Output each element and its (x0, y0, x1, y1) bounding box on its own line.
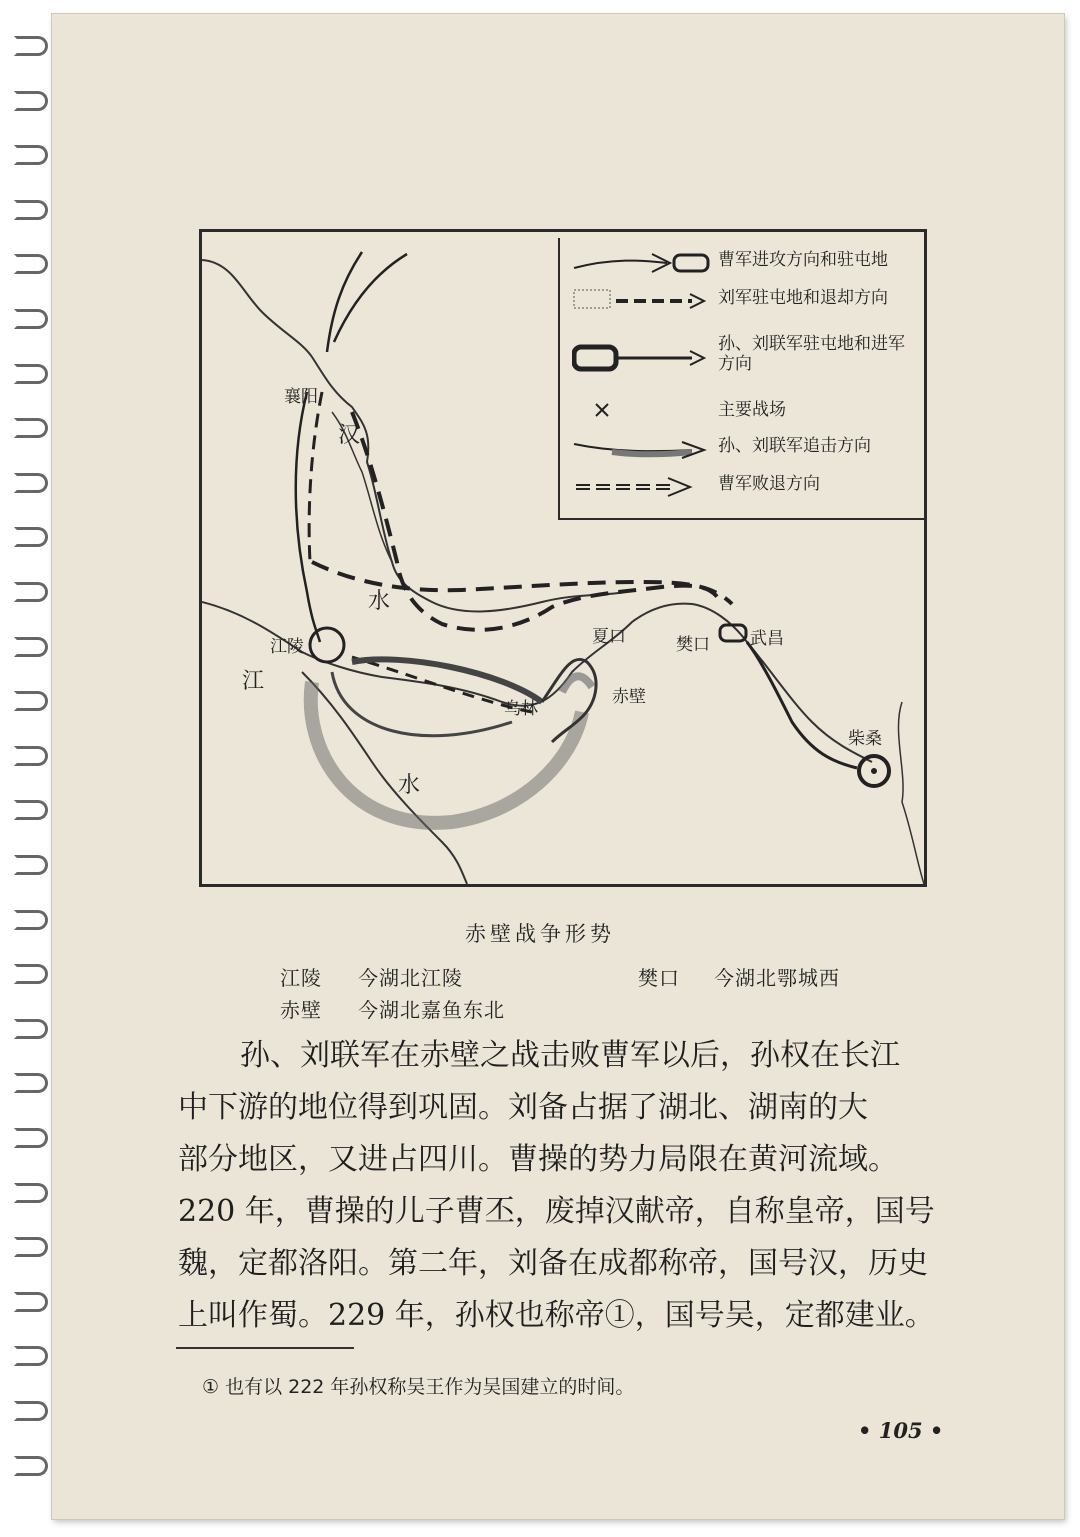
footnote: ① 也有以 222 年孙权称吴王作为吴国建立的时间。 (202, 1376, 635, 1398)
legend-item (560, 334, 926, 376)
note-desc: 今湖北鄂城西 (714, 966, 840, 990)
map-legend (558, 238, 924, 520)
legend-item (560, 284, 926, 318)
binder-ring (14, 418, 48, 438)
note-term: 樊口 (638, 966, 680, 990)
place-xiangyang: 襄阳 (284, 387, 318, 407)
legend-label: 主要战场 (718, 400, 786, 420)
binder-ring (14, 473, 48, 493)
allied-advance-path (747, 642, 857, 768)
legend-item (560, 246, 926, 280)
place-wulin: 乌林 (504, 699, 538, 719)
note-term: 赤壁 (280, 998, 322, 1022)
binder-ring (14, 309, 48, 329)
liu-station-retreat-icon (572, 286, 712, 316)
jiangling-station (310, 628, 344, 662)
allied-station-advance-icon (572, 344, 712, 374)
binder-ring (14, 746, 48, 766)
body-line: 部分地区，又进占四川。曹操的势力局限在黄河流域。 (178, 1142, 898, 1177)
liu-retreat-path-1 (309, 392, 322, 562)
binder-ring (14, 91, 48, 111)
cao-advance-arrow-south (296, 392, 320, 642)
binder-ring (14, 1292, 48, 1312)
note-desc: 今湖北嘉鱼东北 (358, 998, 505, 1022)
binder-ring (14, 1346, 48, 1366)
binder-ring (14, 1237, 48, 1257)
cao-retreat-icon (572, 472, 712, 502)
place-xiakou: 夏口 (592, 627, 626, 647)
body-line: 孙、刘联军在赤壁之战击败曹军以后，孙权在长江 (240, 1038, 900, 1073)
river-label-han: 汉 (338, 423, 361, 448)
legend-item (560, 432, 926, 466)
place-jiangling: 江陵 (270, 637, 304, 657)
allied-pursuit-arc-3 (311, 682, 582, 823)
binder-ring (14, 1128, 48, 1148)
legend-label: 孙、刘联军驻屯地和进军方向 (718, 334, 905, 374)
legend-label: 曹军进攻方向和驻屯地 (718, 250, 888, 270)
binder-ring (14, 855, 48, 875)
binder-ring (14, 1401, 48, 1421)
legend-label: 曹军败退方向 (718, 474, 820, 494)
chibi-bend (542, 659, 596, 742)
chibi-battle-area (562, 676, 592, 692)
note-term: 江陵 (280, 966, 322, 990)
footnote-divider (176, 1347, 354, 1349)
binder-ring (14, 582, 48, 602)
yangtze-bank-south (302, 672, 467, 884)
body-line: 中下游的地位得到巩固。刘备占据了湖北、湖南的大 (178, 1090, 868, 1125)
place-fankou: 樊口 (676, 635, 710, 655)
page-number: • 105 • (858, 1418, 944, 1443)
chaisang-dot (871, 768, 877, 774)
body-line: 上叫作蜀。229 年，孙权也称帝①，国号吴，定都建业。 (178, 1298, 935, 1333)
allied-pursuit-icon (572, 434, 712, 464)
cao-advance-arrow-north-2 (334, 254, 407, 342)
binder-ring (14, 691, 48, 711)
binder-ring (14, 254, 48, 274)
binder-ring (14, 637, 48, 657)
battle-map (199, 229, 927, 887)
binder-ring (14, 364, 48, 384)
binder-ring (14, 527, 48, 547)
binder-ring (14, 145, 48, 165)
legend-label: 刘军驻屯地和退却方向 (718, 288, 888, 308)
binder-ring (14, 36, 48, 56)
cao-advance-icon (572, 248, 712, 278)
map-caption: 赤壁战争形势 (465, 922, 615, 946)
binder-ring (14, 200, 48, 220)
lake-shore (898, 702, 924, 884)
binder-rings (0, 14, 60, 1519)
legend-item (560, 470, 926, 504)
battlefield-x-icon (572, 398, 712, 428)
river-label-jiang-shui: 水 (398, 773, 421, 798)
note-desc: 今湖北江陵 (358, 966, 463, 990)
place-wuchang: 武昌 (750, 629, 784, 649)
binder-ring (14, 1456, 48, 1476)
body-line: 220 年，曹操的儿子曹丕，废掉汉献帝，自称皇帝，国号 (178, 1194, 935, 1229)
binder-ring (14, 1183, 48, 1203)
binder-ring (14, 800, 48, 820)
legend-label: 孙、刘联军追击方向 (718, 436, 871, 456)
body-line: 魏，定都洛阳。第二年，刘备在成都称帝，国号汉，历史 (178, 1246, 928, 1281)
place-chaisang: 柴桑 (848, 729, 882, 749)
river-label-jiang: 江 (242, 669, 265, 694)
binder-ring (14, 1073, 48, 1093)
place-chibi: 赤壁 (612, 687, 646, 707)
binder-ring (14, 1019, 48, 1039)
legend-item (560, 396, 926, 430)
binder-ring (14, 964, 48, 984)
body-paragraph (178, 1030, 968, 1342)
river-label-han-shui: 水 (368, 589, 391, 614)
